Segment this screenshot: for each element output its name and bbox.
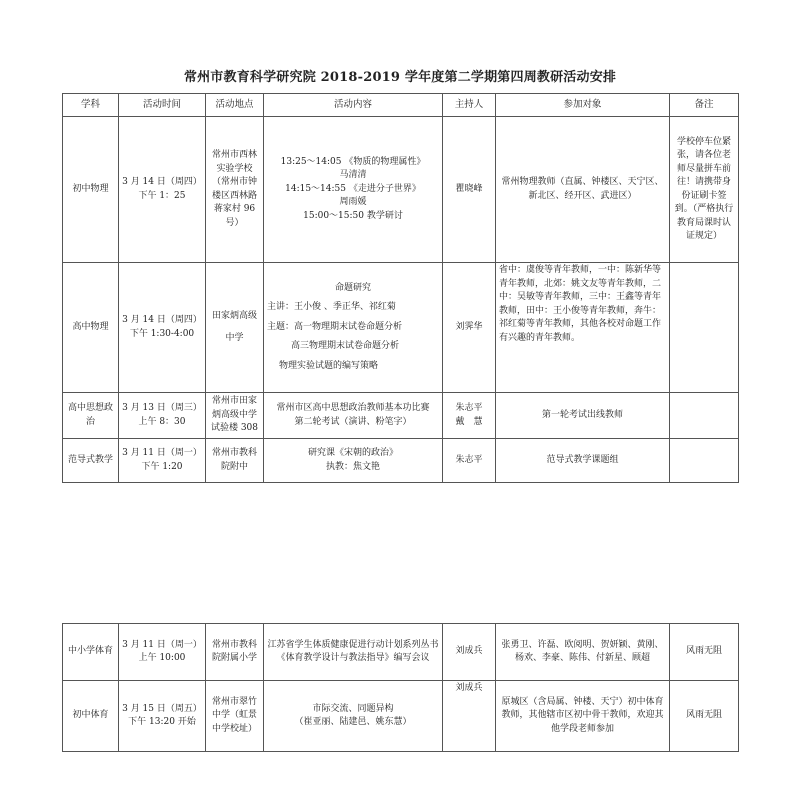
subject-cell: 中小学体育 bbox=[63, 624, 119, 681]
subject-cell: 范导式教学 bbox=[63, 439, 119, 483]
host-cell bbox=[443, 393, 496, 439]
content-line: 主讲：王小俊 、季正华、祁红菊 bbox=[267, 302, 396, 313]
content-cell bbox=[264, 439, 443, 483]
table-row bbox=[63, 263, 739, 393]
participants-cell: 原城区（含局属、钟楼、天宁）初中体育教师，其他辖市区初中骨干教师，欢迎其他学段老师参加 bbox=[496, 681, 670, 752]
header-cell: 学科 bbox=[63, 94, 119, 117]
table-row bbox=[63, 439, 739, 483]
content-line: 命题研究 bbox=[334, 282, 371, 293]
time-cell: 3 月 13 日（周三）上午 8：30 bbox=[119, 393, 206, 439]
note-cell bbox=[670, 439, 739, 483]
header-cell: 活动地点 bbox=[206, 94, 264, 117]
participants-cell: 范导式教学课题组 bbox=[496, 439, 670, 483]
content-cell bbox=[264, 681, 443, 752]
page-title: 常州市教育科学研究院 2018-2019 学年度第二学期第四周教研活动安排 bbox=[183, 70, 617, 85]
table-row bbox=[63, 624, 739, 681]
content-line: 物理实验试题的编写策略 bbox=[279, 360, 379, 371]
place-cell bbox=[206, 263, 264, 393]
host-cell: 刘霁华 bbox=[443, 263, 496, 393]
time-cell: 3 月 15 日（周五）下午 13:20 开始 bbox=[119, 681, 206, 752]
note-cell: 风雨无阻 bbox=[670, 624, 739, 681]
content-line: 执教：焦文艳 bbox=[325, 461, 380, 472]
note-cell: 风雨无阻 bbox=[670, 681, 739, 752]
content-cell bbox=[264, 393, 443, 439]
place-cell: 常州市翠竹中学（虹景中学校址） bbox=[206, 681, 264, 752]
participants-cell: 第一轮考试出线教师 bbox=[496, 393, 670, 439]
time-cell: 3 月 11 日（周一）上午 10:00 bbox=[119, 624, 206, 681]
place-cell: 常州市教科院附属小学 bbox=[206, 624, 264, 681]
host-cell: 刘成兵 bbox=[443, 681, 496, 752]
header-cell: 活动时间 bbox=[119, 94, 206, 117]
table-row bbox=[63, 393, 739, 439]
content-line: 13:25～14:05 《物质的物理属性》 bbox=[280, 156, 426, 167]
subject-cell: 高中思想政治 bbox=[63, 393, 119, 439]
participants-cell: 张勇卫、许磊、欧阅明、贺妍颖、黄刚、杨欢、李豪、陈伟、付新星、顾超 bbox=[496, 624, 670, 681]
content-cell bbox=[264, 117, 443, 263]
content-line: 第二轮考试（演讲、粉笔字） bbox=[294, 416, 412, 427]
content-line: 主题：高一物理期末试卷命题分析 bbox=[267, 321, 403, 332]
subject-cell: 初中物理 bbox=[63, 117, 119, 263]
place-line: 田家炳高级 bbox=[211, 311, 257, 321]
note-cell bbox=[670, 393, 739, 439]
note-cell bbox=[670, 263, 739, 393]
schedule-table bbox=[62, 93, 739, 483]
participants-cell: 省中：虞俊等青年教师，一中：陈新华等青年教师，北郊：姚文友等青年教师，二中：吴敏等青年教师，三中：王鑫等青年教师，田中：王小俊等青年教师，奔牛：祁红菊等青年教师，其他各校对命题工作有兴趣的青年教师。 bbox=[496, 263, 670, 393]
note-cell: 学校停车位紧张，请各位老师尽量拼车前往！请携带身份证刷卡签到。（严格执行教育局课时认证规定） bbox=[670, 117, 739, 263]
host-cell: 刘成兵 bbox=[443, 624, 496, 681]
table-row bbox=[63, 117, 739, 263]
content-line: 高三物理期末试卷命题分析 bbox=[291, 341, 400, 352]
content-line: 马清清 bbox=[339, 170, 367, 181]
host-cell: 瞿晓峰 bbox=[443, 117, 496, 263]
place-cell: 常州市西林实验学校（常州市钟楼区西林路蒋家村 96 号） bbox=[206, 117, 264, 263]
schedule-table-continued bbox=[62, 623, 739, 752]
content-cell: 江苏省学生体质健康促进行动计划系列丛书《体育教学设计与教法指导》编写会议 bbox=[264, 624, 443, 681]
host-line: 朱志平 bbox=[455, 403, 483, 413]
subject-cell: 初中体育 bbox=[63, 681, 119, 752]
header-cell: 活动内容 bbox=[264, 94, 443, 117]
header-cell: 参加对象 bbox=[496, 94, 670, 117]
content-line: 14:15～14:55 《走进分子世界》 bbox=[285, 183, 421, 194]
time-cell: 3 月 14 日（周四）下午 1:30-4:00 bbox=[119, 263, 206, 393]
host-cell: 朱志平 bbox=[443, 439, 496, 483]
content-cell bbox=[264, 263, 443, 393]
subject-cell: 高中物理 bbox=[63, 263, 119, 393]
content-line: 市际交流、同题异构 bbox=[312, 703, 394, 714]
content-line: 常州市区高中思想政治教师基本功比赛 bbox=[276, 403, 430, 413]
content-line: 周雨媛 bbox=[339, 197, 367, 208]
table-header-row bbox=[63, 94, 739, 117]
content-line: 15:00～15:50 教学研讨 bbox=[303, 210, 403, 221]
table-row bbox=[63, 681, 739, 752]
host-line: 戴 慧 bbox=[455, 416, 483, 427]
place-cell: 常州市教科院附中 bbox=[206, 439, 264, 483]
header-cell: 主持人 bbox=[443, 94, 496, 117]
time-cell: 3 月 14 日（周四）下午 1：25 bbox=[119, 117, 206, 263]
place-cell: 常州市田家炳高级中学试验楼 308 bbox=[206, 393, 264, 439]
content-line: 研究课《宋朝的政治》 bbox=[307, 448, 398, 458]
header-cell: 备注 bbox=[670, 94, 739, 117]
place-line: 中学 bbox=[225, 332, 244, 343]
time-cell: 3 月 11 日（周一）下午 1:20 bbox=[119, 439, 206, 483]
content-line: （崔亚丽、陆建邑、姚东慧） bbox=[294, 717, 412, 727]
participants-cell: 常州物理教师（直属、钟楼区、天宁区、新北区、经开区、武进区） bbox=[496, 117, 670, 263]
